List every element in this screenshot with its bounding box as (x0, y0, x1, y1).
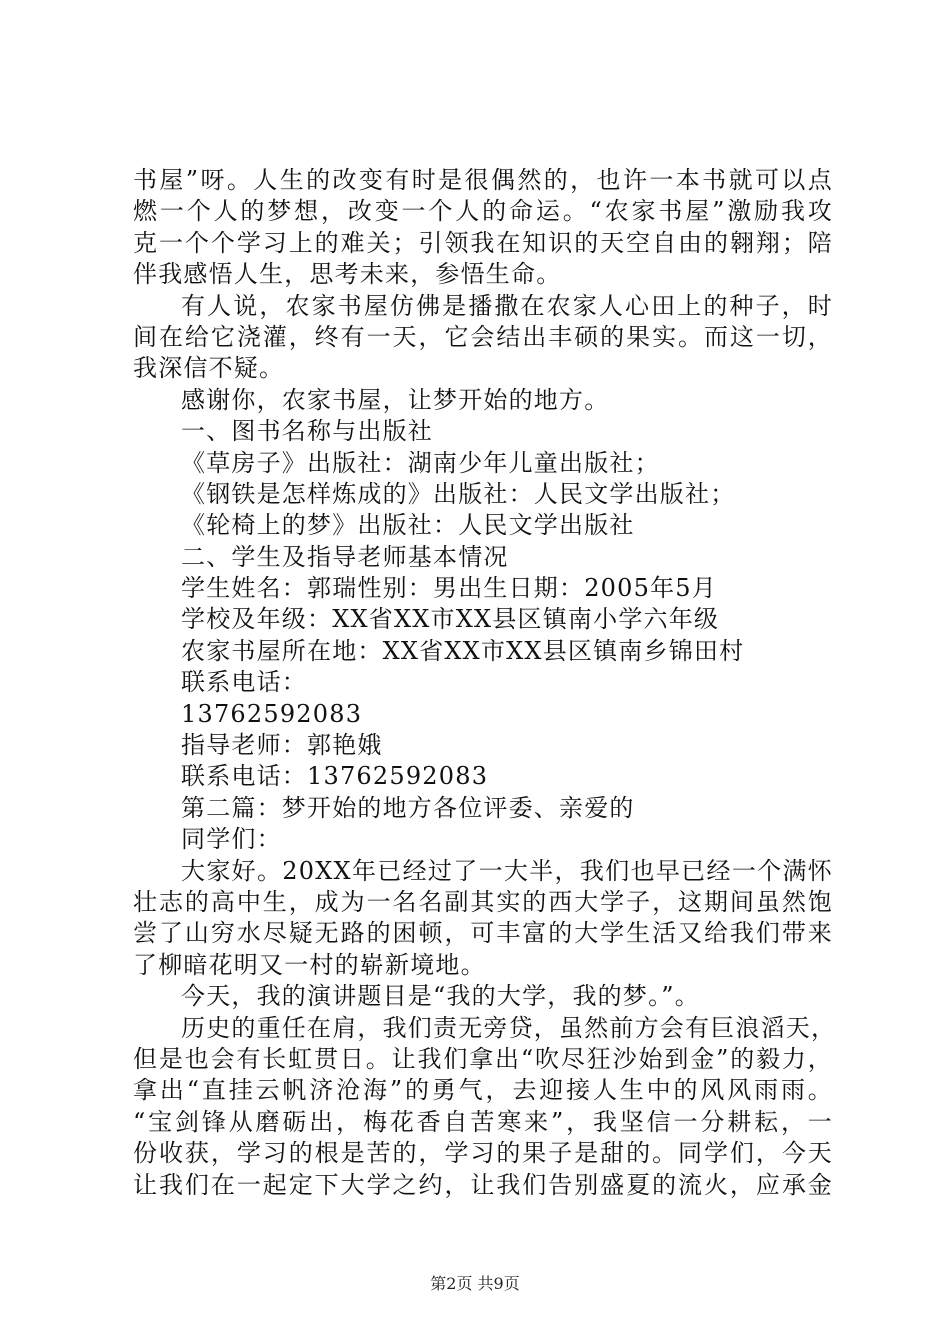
text-line: 历史的重任在肩，我们责无旁贷，虽然前方会有巨浪滔天， (181, 1013, 837, 1042)
text-line: 《轮椅上的梦》出版社：人民文学出版社 (181, 511, 635, 540)
text-line: 学校及年级：XX省XX市XX县区镇南小学六年级 (181, 605, 720, 634)
text-line: 燃一个人的梦想，改变一个人的命运。“农家书屋”激励我攻 (133, 197, 833, 226)
text-line: 书屋”呀。人生的改变有时是很偶然的，也许一本书就可以点 (133, 166, 833, 194)
text-line: 有人说，农家书屋仿佛是播撒在农家人心田上的种子，时 (181, 291, 833, 320)
text-line: 我深信不疑。 (133, 354, 285, 383)
text-line: 同学们： (181, 825, 282, 854)
text-line: 《钢铁是怎样炼成的》出版社：人民文学出版社； (181, 479, 736, 508)
text-line: 《草房子》出版社：湖南少年儿童出版社； (181, 448, 660, 477)
text-line: 克一个个学习上的难关；引领我在知识的天空自由的翱翔；陪 (133, 228, 833, 257)
text-line: 伴我感悟人生，思考未来，参悟生命。 (133, 260, 562, 289)
text-line: 了柳暗花明又一村的崭新境地。 (133, 950, 486, 979)
text-line: 但是也会有长虹贯日。让我们拿出“吹尽狂沙始到金”的毅力， (133, 1044, 833, 1073)
text-line: 联系电话： (181, 668, 307, 697)
section-heading: 一、图书名称与出版社 (181, 417, 433, 446)
text-line: 份收获，学习的根是苦的，学习的果子是甜的。同学们，今天 (133, 1139, 833, 1168)
body-text (133, 165, 837, 1201)
text-line: 大家好。20XX年已经过了一大半，我们也早已经一个满怀 (181, 856, 833, 885)
text-line: 指导老师：郭艳娥 (181, 731, 383, 760)
text-line: 农家书屋所在地：XX省XX市XX县区镇南乡锦田村 (181, 636, 745, 665)
text-line: 联系电话：13762592083 (181, 762, 489, 791)
text-line: 尝了山穷水尽疑无路的困顿，可丰富的大学生活又给我们带来 (133, 919, 833, 948)
text-line: 13762592083 (181, 699, 363, 728)
text-line: 学生姓名：郭瑞性别：男出生日期：2005年5月 (181, 574, 717, 603)
text-line: 间在给它浇灌，终有一天，它会结出丰硕的果实。而这一切， (133, 322, 833, 351)
section-heading: 第二篇：梦开始的地方各位评委、亲爱的 (181, 793, 635, 822)
text-line: “宝剑锋从磨砺出，梅花香自苦寒来”，我坚信一分耕耘，一 (133, 1107, 833, 1136)
text-line: 拿出“直挂云帆济沧海”的勇气，去迎接人生中的风风雨雨。 (133, 1076, 833, 1105)
text-line: 让我们在一起定下大学之约，让我们告别盛夏的流火，应承金 (133, 1170, 833, 1199)
text-line: 今天，我的演讲题目是“我的大学，我的梦。”。 (181, 982, 700, 1011)
text-line: 感谢你，农家书屋，让梦开始的地方。 (181, 385, 610, 414)
page-footer: 第2页 共9页 (430, 1274, 520, 1293)
section-heading: 二、学生及指导老师基本情况 (181, 542, 509, 571)
text-line: 壮志的高中生，成为一名名副其实的西大学子，这期间虽然饱 (133, 887, 833, 916)
